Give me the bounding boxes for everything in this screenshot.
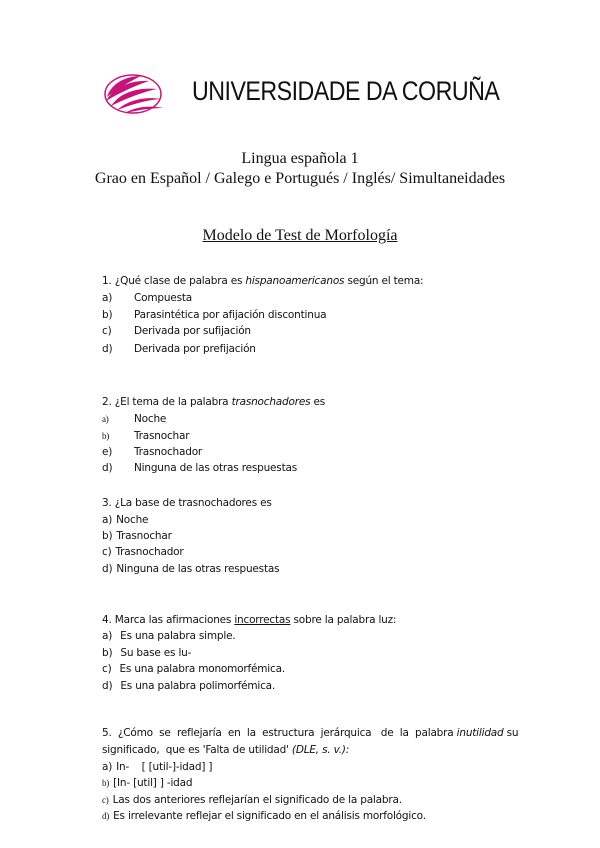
question-2-title: 2. ¿El tema de la palabra trasnochadores es: [102, 396, 326, 408]
question-1-option-d: d) Derivada por prefijación: [102, 343, 256, 355]
question-5-title-line-2: significado, que es 'Falta de utilidad' (DLE, s. v.):: [102, 744, 350, 756]
question-4-title: 4. Marca las afirmaciones incorrectas sobre la palabra luz:: [102, 614, 397, 626]
degree-line: Grao en Español / Galego e Portugués / Inglés/ Simultaneidades: [94, 170, 506, 187]
question-4-option-d: d) Es una palabra polimorfémica.: [102, 680, 276, 692]
question-5-option-d: d) Es irrelevante reflejar el significado en el análisis morfológico.: [102, 810, 426, 822]
course-name: Lingua española 1: [241, 150, 359, 167]
university-name: UNIVERSIDADE DA CORUÑA: [192, 76, 500, 106]
question-4-option-a: a) Es una palabra simple.: [102, 630, 236, 642]
question-5-option-a: a) In- [ [util-]-idad] ]: [102, 761, 213, 773]
question-3-title: 3. ¿La base de trasnochadores es: [102, 497, 272, 509]
question-5-option-b: b) [In- [util] ] -idad: [102, 777, 193, 789]
question-1-option-a: a) Compuesta: [102, 292, 192, 304]
question-3-option-d: d) Ninguna de las otras respuestas: [102, 563, 280, 575]
question-2-option-a: a) Noche: [102, 413, 167, 425]
question-3-option-a: a) Noche: [102, 514, 149, 526]
question-2-option-b: b) Trasnochar: [102, 430, 190, 442]
question-3-option-b: b) Trasnochar: [102, 530, 172, 542]
question-5-title-line-1: 5. ¿Cómo se reflejaría en la estructura jerárquica de la palabra inutilidad su: [102, 727, 519, 739]
question-3-option-c: c) Trasnochador: [102, 546, 184, 558]
question-4-option-b: b) Su base es lu-: [102, 647, 192, 659]
question-2-option-d: d) Ninguna de las otras respuestas: [102, 462, 297, 474]
question-2-option-c: e) Trasnochador: [102, 446, 203, 458]
test-title: Modelo de Test de Morfología: [202, 227, 398, 244]
question-4-option-c: c) Es una palabra monomorfémica.: [102, 663, 285, 675]
question-5-option-c: c) Las dos anteriores reflejarían el significado de la palabra.: [102, 794, 402, 806]
university-logo: [103, 70, 165, 123]
question-1-option-b: b) Parasintética por afijación discontinua: [102, 309, 327, 321]
question-1-option-c: c) Derivada por sufijación: [102, 325, 251, 337]
question-1-title: 1. ¿Qué clase de palabra es hispanoamericanos según el tema:: [102, 275, 424, 287]
